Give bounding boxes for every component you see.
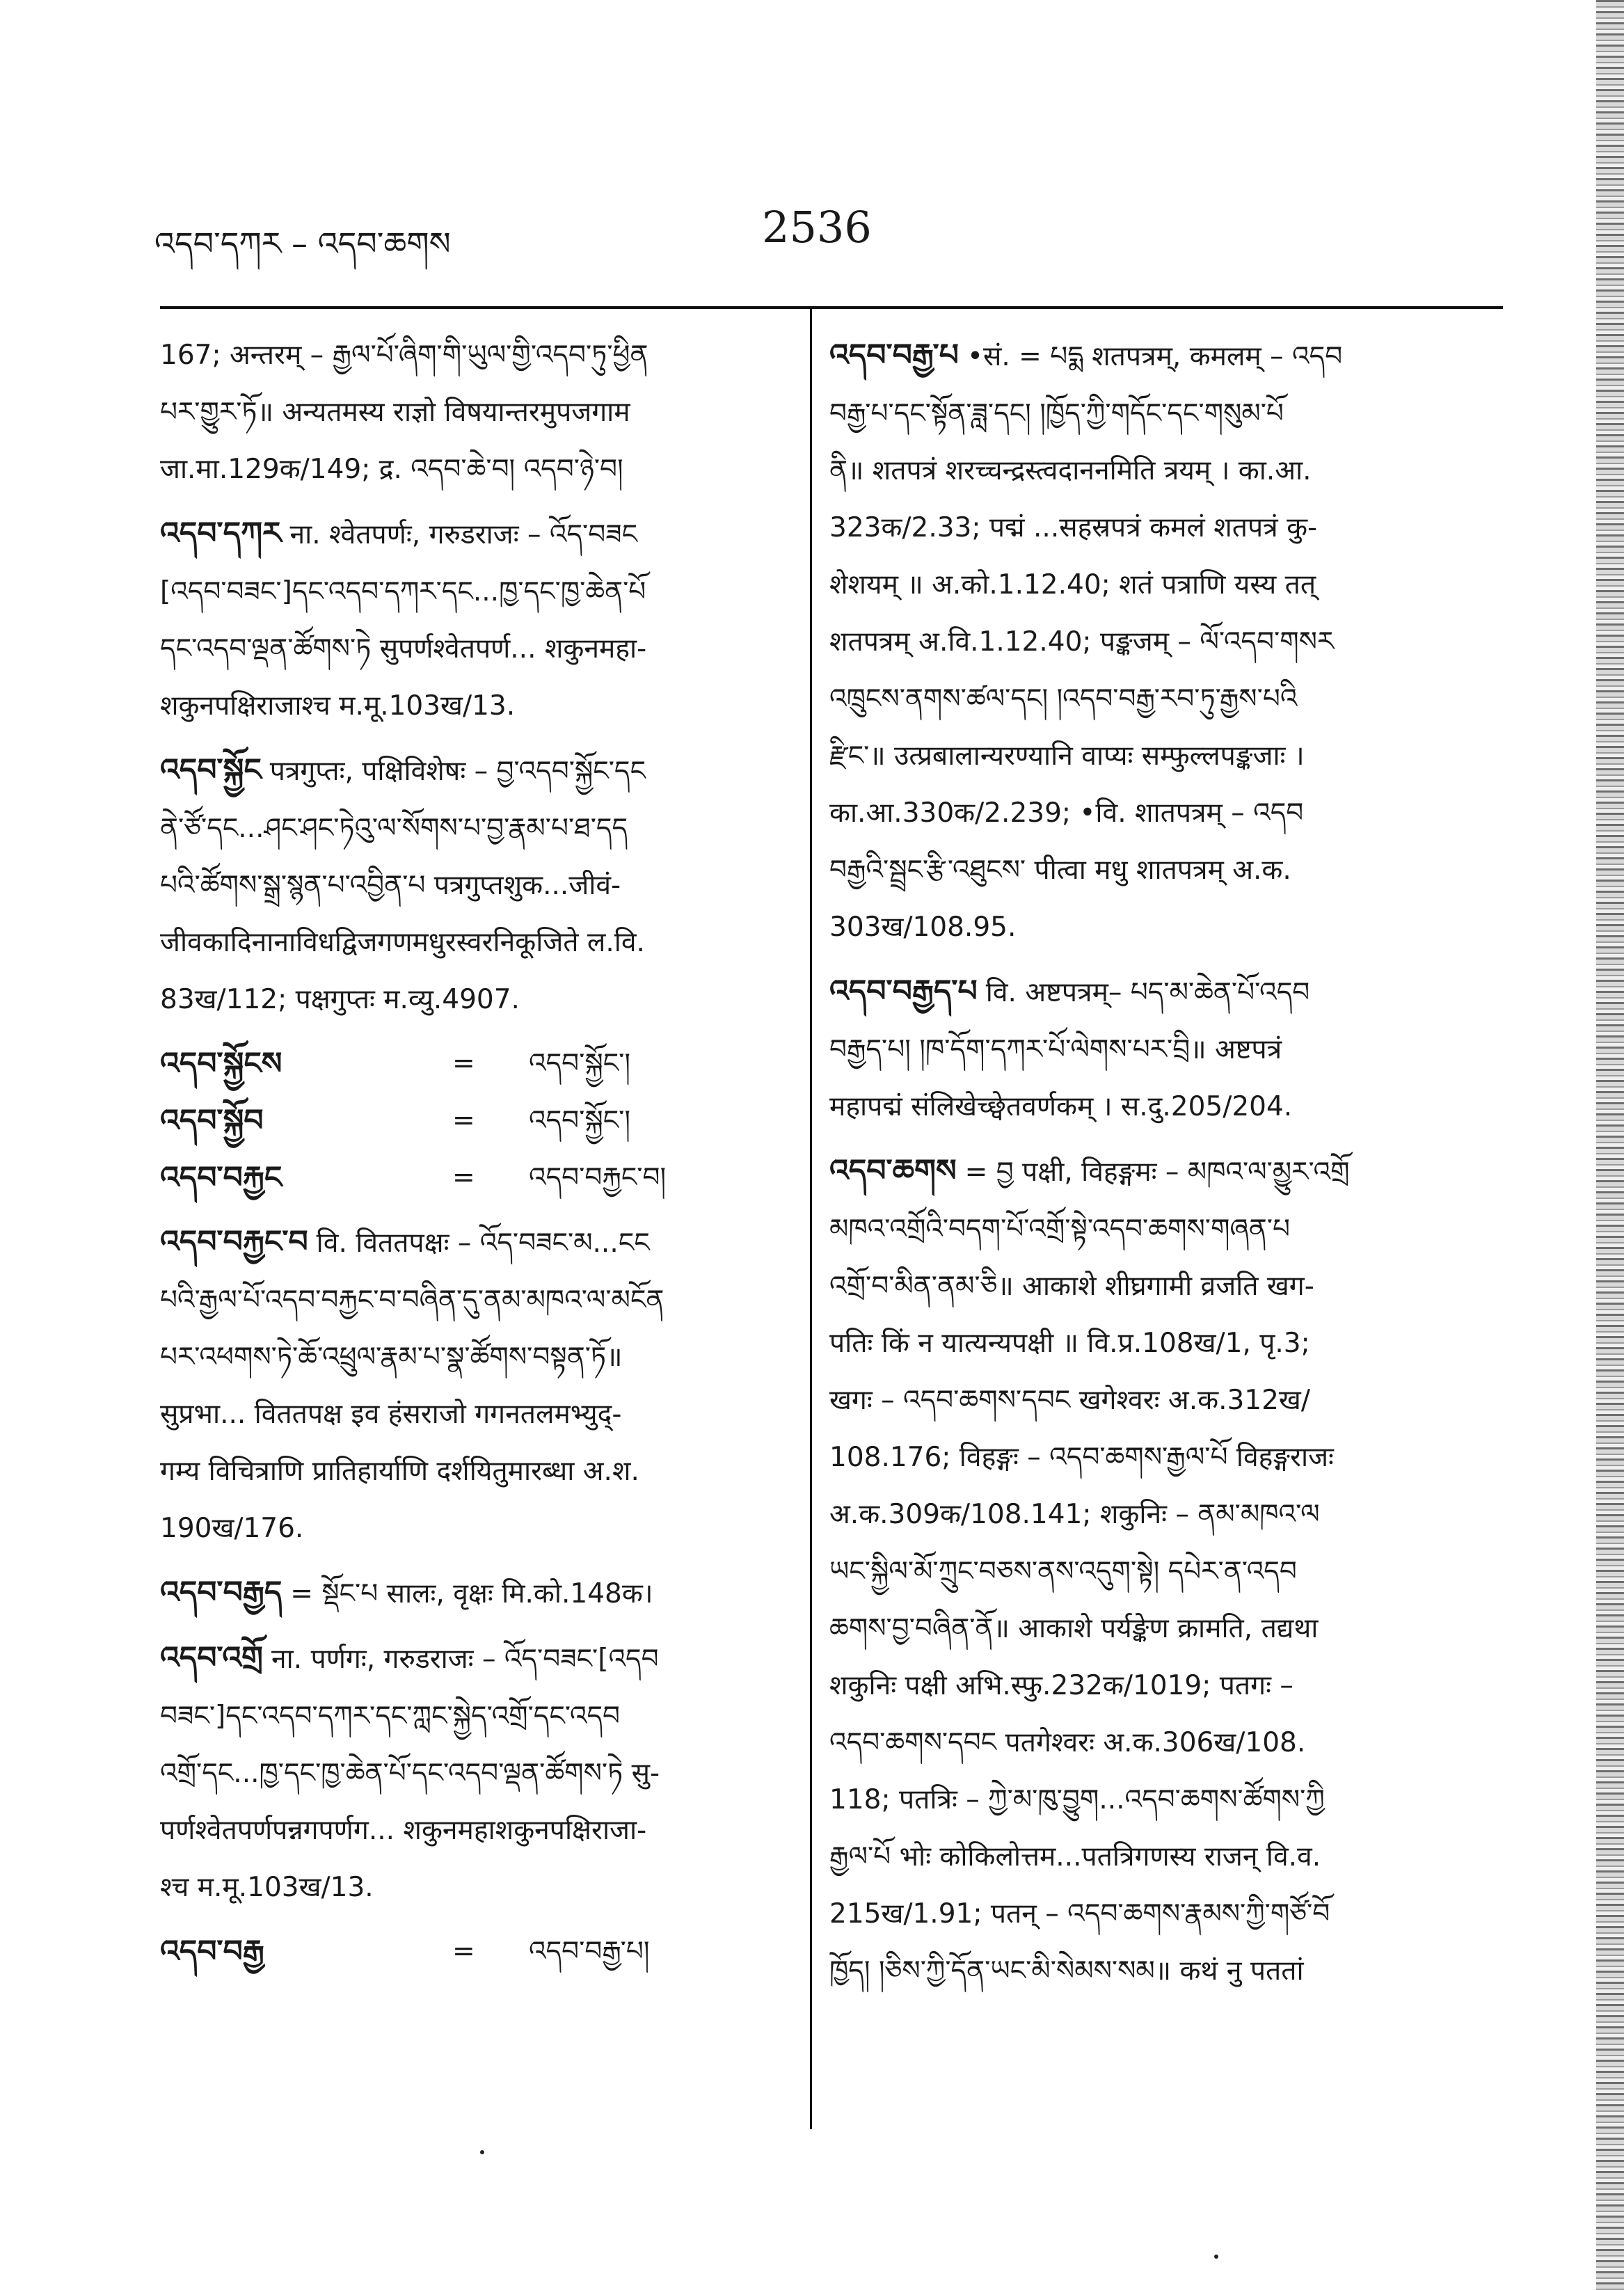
- entry-line: འགྲོ་བ་མིན་ནམ་ཅི॥ आकाशे शीघ्रगामी व्रजति खग-: [829, 1271, 1314, 1302]
- equals-sign: =: [452, 1936, 475, 1967]
- dictionary-entry: [160, 742, 793, 1028]
- entry-line: शकुनिः पक्षी अभि.स्फु.232क/1019; पतगः –: [829, 1670, 1293, 1701]
- entry-line: 118; पतत्रिः – ཀྱེ་མ་ཁུ་བྱུག...འདབ་ཆགས་ཚོགས་ཀྱི: [829, 1784, 1325, 1815]
- headword: འདབ་སྐྱོང: [160, 752, 262, 788]
- entry-line: वि. विततपक्षः – འོད་བཟང་མ...ངང: [316, 1227, 650, 1259]
- cross-reference-list: [160, 1923, 793, 1980]
- entry-line: पतिः किं न यात्यन्यपक्षी ॥ वि.प्र.108ख/1, पृ.3;: [829, 1328, 1310, 1359]
- entry-line: पत्रगुप्तः, पक्षिविशेषः – བྱ་འདབ་སྐྱོང་དང: [269, 756, 646, 787]
- cross-ref-target: འདབ་སྐྱོང་།: [529, 1105, 631, 1136]
- cross-reference: [160, 1035, 793, 1092]
- entry-line: པར་འཕགས་ཏེ་ཆོ་འཕྲུལ་རྣམ་པ་སྣ་ཚོགས་བསྟན་ཏོ॥: [160, 1342, 623, 1373]
- entry-line: अ.क.309क/108.141; शकुनिः – ནམ་མཁའ་ལ: [829, 1499, 1320, 1530]
- entry-line: = བྱ पक्षी, विहङ्गमः – མཁའ་ལ་མྱུར་འགྲོ: [964, 1156, 1350, 1188]
- entry-line: शकुनपक्षिराजाश्च म.मू.103ख/13.: [160, 690, 516, 722]
- entry-line: རྫིང་॥ उत्प्रबालान्यरण्यानि वाप्यः सम्फुल्लपङ्कजाः ।: [829, 740, 1305, 772]
- entry-line: 215ख/1.91; पतन् – འདབ་ཆགས་རྣམས་ཀྱི་གཙོ་བོ: [829, 1898, 1330, 1930]
- headword: འདབ་བརྒྱད: [160, 1575, 282, 1610]
- entry-line: [འདབ་བཟང་]དང་འདབ་དཀར་དང...ཁྱ་དང་ཁྱ་ཆེན་པོ: [160, 576, 646, 607]
- headword: འདབ་དཀར: [160, 516, 282, 551]
- entry-line: •सं. = པདྨ शतपत्रम्, कमलम् – འདབ: [966, 341, 1343, 372]
- entry-line: शेशयम् ॥ अ.को.1.12.40; शतं पत्राणि यस्य तत्: [829, 569, 1316, 601]
- entry-line: ནེ་ཙོ་དང...ཤང་ཤང་ཏེའུ་ལ་སོགས་པ་བྱ་རྣམ་པ་ཐ་དད: [160, 813, 628, 844]
- entry-line: རྒྱལ་པོ भोः कोकिलोत्तम...पतत्रिगणस्य राजन् वि.व.: [829, 1841, 1321, 1872]
- right-column: [829, 327, 1501, 1987]
- entry-line: བརྒྱད་པ། །ཁ་དོག་དཀར་པོ་ལེགས་པར་བྲི॥ अष्टपत्रं: [829, 1034, 1282, 1065]
- continued-entry: [160, 327, 793, 498]
- entry-line: ནི॥ शतपत्रं शरच्चन्द्रस्त्वदाननमिति त्रयम् । का.आ.: [829, 455, 1312, 486]
- scanned-binding-edge: [1596, 0, 1624, 2290]
- entry-line: དང་འདབ་ལྡན་ཚོགས་ཏེ सुपर्णश्वेतपर्ण... शकुनमहा-: [160, 633, 647, 665]
- entry-line: सुप्रभा... विततपक्ष इव हंसराजो गगनतलमभ्युद्-: [160, 1399, 622, 1430]
- entry-line: महापद्मं संलिखेच्छ्वेतवर्णकम् । स.दु.205/204.: [829, 1091, 1293, 1122]
- entry-line: 303ख/108.95.: [829, 912, 1017, 943]
- entry-line: जा.मा.129क/149; द्र. འདབ་ཆེ་བ། འདབ་ཉེ་བ།: [160, 454, 623, 485]
- headword: འདབ་ཆགས: [829, 1153, 957, 1188]
- entry-line: འདབ་ཆགས་དབང पतगेश्वरः अ.क.306ख/108.: [829, 1727, 1306, 1758]
- dictionary-entry: [829, 963, 1501, 1136]
- entry-line: བཟང་]དང་འདབ་དཀར་དང་ཀླང་སྐྱེད་འགྲོ་དང་འདབ: [160, 1701, 621, 1732]
- entry-line: = སྡོང་པ सालः, वृक्षः मि.को.148क।: [290, 1578, 653, 1609]
- headword: འདབ་བརྒྱ་པ: [829, 337, 959, 373]
- entry-line: པའི་ཚོགས་སྒྲ་སྙན་པ་འབྱིན་པ पत्रगुप्तशुक...जीवं-: [160, 870, 621, 901]
- entry-line: བརྒྱ་པ་དང་སྟོན་ཟླ་དང། །ཁྱོད་ཀྱི་གདོང་དང་གསུམ་པོ: [829, 398, 1284, 429]
- headword: འདབ་བརྐྱང་བ: [160, 1224, 308, 1259]
- dictionary-entry: [829, 327, 1501, 956]
- dictionary-entry: [160, 1214, 793, 1557]
- page-number: 2536: [762, 202, 872, 253]
- entry-line: श्च म.मू.103ख/13.: [160, 1872, 374, 1903]
- stray-mark: [480, 2150, 484, 2154]
- entry-line: 190ख/176.: [160, 1513, 304, 1544]
- entry-line: བརྒྱའི་སྦྲང་རྩི་འཐུངས་ पीत्वा मधु शातपत्रम् अ.क.: [829, 854, 1291, 886]
- stray-mark: [1214, 2255, 1218, 2259]
- entry-line: འགྲོ་དང...ཁྱ་དང་ཁྱ་ཆེན་པོ་དང་འདབ་ལྡན་ཚོགས་ཏེ सु-: [160, 1758, 660, 1789]
- header-rule: [160, 306, 1503, 309]
- cross-reference: [160, 1923, 793, 1980]
- entry-line: ཁྱོད། །ཅིས་ཀྱི་དོན་ཡང་མི་སེམས་སམ॥ कथं नु पततां: [829, 1955, 1304, 1987]
- cross-ref-target: འདབ་བརྐྱང་བ།: [529, 1162, 667, 1193]
- entry-line: गम्य विचित्राणि प्रातिहार्याणि दर्शयितुमारब्धा अ.श.: [160, 1456, 639, 1487]
- entry-line: खगः – འདབ་ཆགས་དབང खगेश्वरः अ.क.312ख/: [829, 1385, 1310, 1416]
- headword: འདབ་བརྒྱ: [160, 1934, 264, 1969]
- column-divider: [810, 306, 812, 2129]
- dictionary-entry: [160, 505, 793, 735]
- headword: འདབ་བརྐྱང: [160, 1160, 282, 1195]
- running-head: འདབ་དཀར – འདབ་ཆགས: [154, 225, 451, 262]
- dictionary-entry: [160, 1630, 793, 1916]
- entry-line: 83ख/112; पक्षगुप्तः म.व्यु.4907.: [160, 984, 520, 1015]
- headword: འདབ་འགྲོ: [160, 1640, 264, 1676]
- entry-line: वि. अष्टपत्रम्– པད་མ་ཆེན་པོ་འདབ: [985, 977, 1310, 1008]
- entry-line: शतपत्रम् अ.वि.1.12.40; पङ्कजम् – ལོ་འདབ་གསར: [829, 626, 1335, 658]
- entry-line: ना. पर्णगः, गरुडराजः – འོད་བཟང་[འདབ: [271, 1644, 659, 1675]
- headword: འདབ་སྐྱོབ: [160, 1103, 264, 1138]
- entry-line: 108.176; विहङ्गः – འདབ་ཆགས་རྒྱལ་པོ विहङ्गराजः: [829, 1442, 1334, 1473]
- entry-line: པའི་རྒྱལ་པོ་འདབ་བརྐྱང་བ་བཞིན་དུ་ནམ་མཁའ་ལ་མངོན: [160, 1285, 664, 1316]
- headword: འདབ་སྐྱོངས: [160, 1046, 282, 1081]
- entry-line: ना. श्वेतपर्णः, गरुडराजः – འོད་བཟང: [289, 519, 638, 550]
- entry-line: जीवकादिनानाविधद्विजगणमधुरस्वरनिकूजिते ल.वि.: [160, 927, 645, 958]
- entry-line: ཆགས་བྱ་བཞིན་ནོ॥ आकाशे पर्यङ्केण क्रामति, तद्यथा: [829, 1613, 1319, 1644]
- headword: འདབ་བརྒྱད་པ: [829, 973, 978, 1009]
- cross-reference: [160, 1150, 793, 1207]
- entry-line: མཁའ་འགྲོའི་བདག་པོ་འགྲོ་སྟེ་འདབ་ཆགས་གཞན་པ: [829, 1214, 1290, 1245]
- dictionary-entry: [160, 1564, 793, 1623]
- dictionary-entry: [829, 1143, 1501, 2000]
- entry-line: 323क/2.33; पद्मं ...सहस्रपत्रं कमलं शतपत्रं कु-: [829, 512, 1318, 543]
- entry-line: པར་གྱུར་ཏོ॥ अन्यतमस्य राज्ञो विषयान्तरमुपजगाम: [160, 397, 630, 428]
- equals-sign: =: [452, 1105, 475, 1136]
- entry-line: ཡང་སྐྱིལ་མོ་ཀྲུང་བཅས་ནས་འདུག་སྟེ། དཔེར་ན་འདབ: [829, 1556, 1297, 1587]
- left-column: [160, 327, 793, 2122]
- cross-reference-list: [160, 1035, 793, 1207]
- equals-sign: =: [452, 1048, 475, 1079]
- entry-line: का.आ.330क/2.239; •वि. शातपत्रम् – འདབ: [829, 797, 1304, 829]
- entry-line: 167; अन्तरम् – རྒྱལ་པོ་ཞིག་གི་ཡུལ་གྱི་འདབ་ཏུ་ཕྱིན: [160, 340, 648, 371]
- cross-reference: [160, 1092, 793, 1150]
- entry-line: पर्णश्वेतपर्णपन्नगपर्णग... शकुनमहाशकुनपक्षिराजा-: [160, 1815, 647, 1846]
- cross-ref-target: འདབ་སྐྱོང་།: [529, 1048, 631, 1079]
- cross-ref-target: འདབ་བརྒྱ་པ།: [529, 1936, 650, 1967]
- equals-sign: =: [452, 1162, 475, 1193]
- entry-line: འཁྲུངས་ནགས་ཚལ་དང། །འདབ་བརྒྱ་རབ་ཏུ་རྒྱས་པའི: [829, 683, 1298, 715]
